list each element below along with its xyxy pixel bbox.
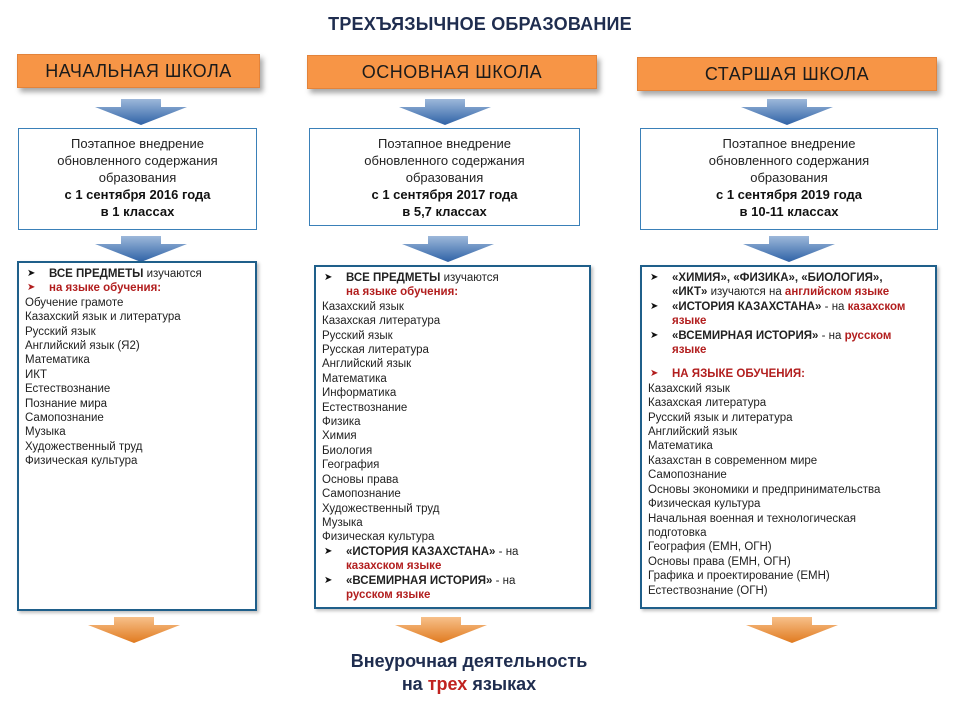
subject-item: Физическая культура bbox=[25, 455, 138, 468]
bullet-arrow-icon: ➤ bbox=[324, 272, 333, 283]
header-primary-school: НАЧАЛЬНАЯ ШКОЛА bbox=[17, 54, 260, 88]
subject-item: Казахский язык и литература bbox=[25, 311, 181, 324]
subjects-panel-senior bbox=[640, 265, 937, 609]
bullet-text: - на bbox=[492, 574, 516, 587]
bullet-lang-text: языке bbox=[672, 315, 707, 328]
subject-item: Музыка bbox=[322, 516, 363, 529]
subject-item: Английский язык bbox=[322, 358, 412, 371]
intro-box-basic bbox=[309, 128, 580, 226]
bullet-text: изучаются на bbox=[707, 286, 785, 299]
intro-date: с 1 сентября 2016 года bbox=[64, 187, 211, 202]
subject-item: Казахская литература bbox=[648, 397, 767, 410]
header-basic-school: ОСНОВНАЯ ШКОЛА bbox=[307, 55, 597, 89]
bullet-bold-text: «ВСЕМИРНАЯ ИСТОРИЯ» bbox=[672, 329, 819, 342]
subject-item: Казахская литература bbox=[322, 315, 441, 328]
bullet-lang-text: казахском bbox=[847, 300, 906, 313]
subject-item: Физическая культура bbox=[322, 531, 435, 544]
subject-item: Художественный труд bbox=[322, 502, 440, 515]
list-item bbox=[648, 271, 929, 300]
subject-item: Графика и проектирование (ЕМН) bbox=[648, 570, 830, 583]
down-arrow-icon bbox=[741, 99, 833, 125]
subject-item: Английский язык (Я2) bbox=[25, 340, 140, 353]
subject-item: Физическая культура bbox=[648, 498, 761, 511]
list-item bbox=[648, 329, 929, 358]
subject-item: География (ЕМН, ОГН) bbox=[648, 541, 772, 554]
list-item bbox=[25, 267, 249, 281]
subject-item: Художественный труд bbox=[25, 440, 143, 453]
intro-line: образования bbox=[750, 170, 828, 185]
subject-item: География bbox=[322, 459, 380, 472]
list-item bbox=[25, 281, 249, 295]
bullet-lang-text: английском языке bbox=[784, 286, 890, 299]
subject-item: Основы экономики и предпринимательства bbox=[648, 483, 881, 496]
bullet-text: на языке обучения: bbox=[49, 282, 162, 295]
down-arrow-icon bbox=[95, 99, 187, 125]
bullet-bold-text: ВСЕ ПРЕДМЕТЫ bbox=[49, 268, 144, 280]
intro-line: образования bbox=[405, 170, 484, 185]
subject-item: Самопознание bbox=[25, 412, 104, 425]
subject-item: Основы права (ЕМН, ОГН) bbox=[648, 555, 791, 568]
subject-item: Математика bbox=[322, 372, 387, 385]
subject-item: Химия bbox=[322, 430, 357, 443]
subject-item: Математика bbox=[25, 354, 90, 367]
down-arrow-icon bbox=[402, 236, 494, 262]
bullet-arrow-icon: ➤ bbox=[27, 268, 36, 279]
bullet-bold-text: «ИСТОРИЯ КАЗАХСТАНА» bbox=[346, 545, 496, 558]
list-item bbox=[322, 545, 583, 574]
subject-item: Естествознание (ОГН) bbox=[648, 584, 768, 597]
down-arrow-icon bbox=[746, 617, 838, 643]
bullet-text: изучаются bbox=[143, 268, 202, 280]
bullet-lang-text: языке bbox=[672, 344, 707, 357]
subject-item: ИКТ bbox=[25, 368, 47, 381]
bullet-arrow-icon: ➤ bbox=[650, 300, 659, 312]
bullet-text: НА ЯЗЫКЕ ОБУЧЕНИЯ: bbox=[672, 368, 805, 381]
bullet-text: - на bbox=[495, 545, 519, 558]
intro-line: Поэтапное внедрение bbox=[722, 136, 856, 151]
subject-item: Основы права bbox=[322, 473, 399, 486]
subject-item: Казахский язык bbox=[648, 382, 730, 395]
intro-grade: в 5,7 классах bbox=[402, 204, 487, 219]
subject-item: Русский язык bbox=[322, 329, 393, 342]
footer-text: языках bbox=[467, 674, 537, 694]
down-arrow-icon bbox=[95, 236, 187, 262]
subject-item: Самопознание bbox=[322, 488, 401, 501]
subject-item: Русский язык bbox=[25, 325, 96, 338]
intro-line: обновленного содержания bbox=[708, 153, 870, 168]
page-title: ТРЕХЪЯЗЫЧНОЕ ОБРАЗОВАНИЕ bbox=[328, 14, 632, 34]
subject-item: Познание мира bbox=[25, 397, 108, 410]
intro-date: с 1 сентября 2019 года bbox=[716, 187, 862, 202]
subject-item: подготовка bbox=[648, 526, 707, 539]
bullet-arrow-icon: ➤ bbox=[324, 574, 333, 586]
footer-line: Внеурочная деятельность bbox=[350, 651, 588, 671]
subject-item: Английский язык bbox=[648, 426, 738, 439]
list-item bbox=[322, 285, 583, 299]
down-arrow-icon bbox=[743, 236, 835, 262]
bullet-arrow-icon: ➤ bbox=[324, 545, 333, 557]
bullet-bold-text: «ХИМИЯ», «ФИЗИКА», «БИОЛОГИЯ», bbox=[672, 272, 883, 284]
subject-item: Русский язык и литература bbox=[648, 411, 793, 424]
intro-line: обновленного содержания bbox=[57, 153, 218, 168]
subject-list bbox=[648, 382, 929, 598]
subject-item: Казахский язык bbox=[322, 300, 404, 313]
intro-box-senior bbox=[640, 128, 938, 230]
subject-item: Казахстан в современном мире bbox=[648, 454, 818, 467]
subject-list bbox=[322, 300, 583, 545]
list-item bbox=[648, 300, 929, 329]
bullet-bold-text: «ВСЕМИРНАЯ ИСТОРИЯ» bbox=[346, 574, 493, 587]
bullet-text: изучаются bbox=[440, 272, 499, 284]
subject-item: Физика bbox=[322, 416, 361, 429]
bullet-lang-text: казахском языке bbox=[346, 560, 442, 573]
intro-line: Поэтапное внедрение bbox=[378, 136, 511, 151]
subject-item: Обучение грамоте bbox=[25, 296, 124, 309]
intro-line: Поэтапное внедрение bbox=[71, 136, 204, 151]
bullet-arrow-icon: ➤ bbox=[650, 272, 659, 283]
header-senior-school: СТАРШАЯ ШКОЛА bbox=[637, 57, 937, 91]
bullet-bold-text: «ИКТ» bbox=[672, 286, 708, 299]
bullet-arrow-icon: ➤ bbox=[650, 368, 659, 380]
subjects-panel-primary bbox=[17, 261, 257, 611]
intro-line: обновленного содержания bbox=[364, 153, 525, 168]
bullet-bold-text: «ИСТОРИЯ КАЗАХСТАНА» bbox=[672, 300, 822, 313]
bullet-arrow-icon: ➤ bbox=[650, 329, 659, 341]
list-item bbox=[322, 271, 583, 285]
bullet-bold-text: ВСЕ ПРЕДМЕТЫ bbox=[346, 272, 441, 284]
subject-item: Музыка bbox=[25, 426, 66, 439]
bullet-text: - на bbox=[821, 300, 848, 313]
bullet-arrow-icon: ➤ bbox=[27, 282, 36, 294]
intro-box-primary bbox=[18, 128, 257, 230]
list-item bbox=[648, 367, 929, 381]
footer-text: на bbox=[401, 674, 428, 694]
subject-item: Математика bbox=[648, 440, 713, 453]
bullet-text: - на bbox=[818, 329, 845, 342]
subject-item: Биология bbox=[322, 444, 373, 457]
down-arrow-icon bbox=[88, 617, 180, 643]
list-item bbox=[322, 574, 583, 603]
subject-item: Начальная военная и технологическая bbox=[648, 512, 857, 525]
subject-item: Естествознание bbox=[25, 383, 111, 396]
bullet-lang-text: русском bbox=[844, 329, 892, 342]
down-arrow-icon bbox=[395, 617, 487, 643]
intro-grade: в 10-11 классах bbox=[739, 204, 839, 219]
subjects-panel-basic bbox=[314, 265, 591, 609]
footer-highlight: трех bbox=[427, 674, 468, 694]
subject-item: Русская литература bbox=[322, 344, 429, 357]
bullet-text: на языке обучения: bbox=[346, 286, 459, 299]
subject-item: Самопознание bbox=[648, 469, 727, 482]
down-arrow-icon bbox=[399, 99, 491, 125]
bullet-lang-text: русском языке bbox=[346, 588, 431, 601]
intro-line: образования bbox=[98, 170, 177, 185]
intro-grade: в 1 классах bbox=[100, 204, 175, 219]
footer-caption bbox=[0, 650, 938, 696]
subject-list bbox=[25, 296, 249, 469]
subject-item: Естествознание bbox=[322, 401, 408, 414]
intro-date: с 1 сентября 2017 года bbox=[371, 187, 518, 202]
footer-line bbox=[0, 673, 938, 696]
subject-item: Информатика bbox=[322, 387, 397, 400]
